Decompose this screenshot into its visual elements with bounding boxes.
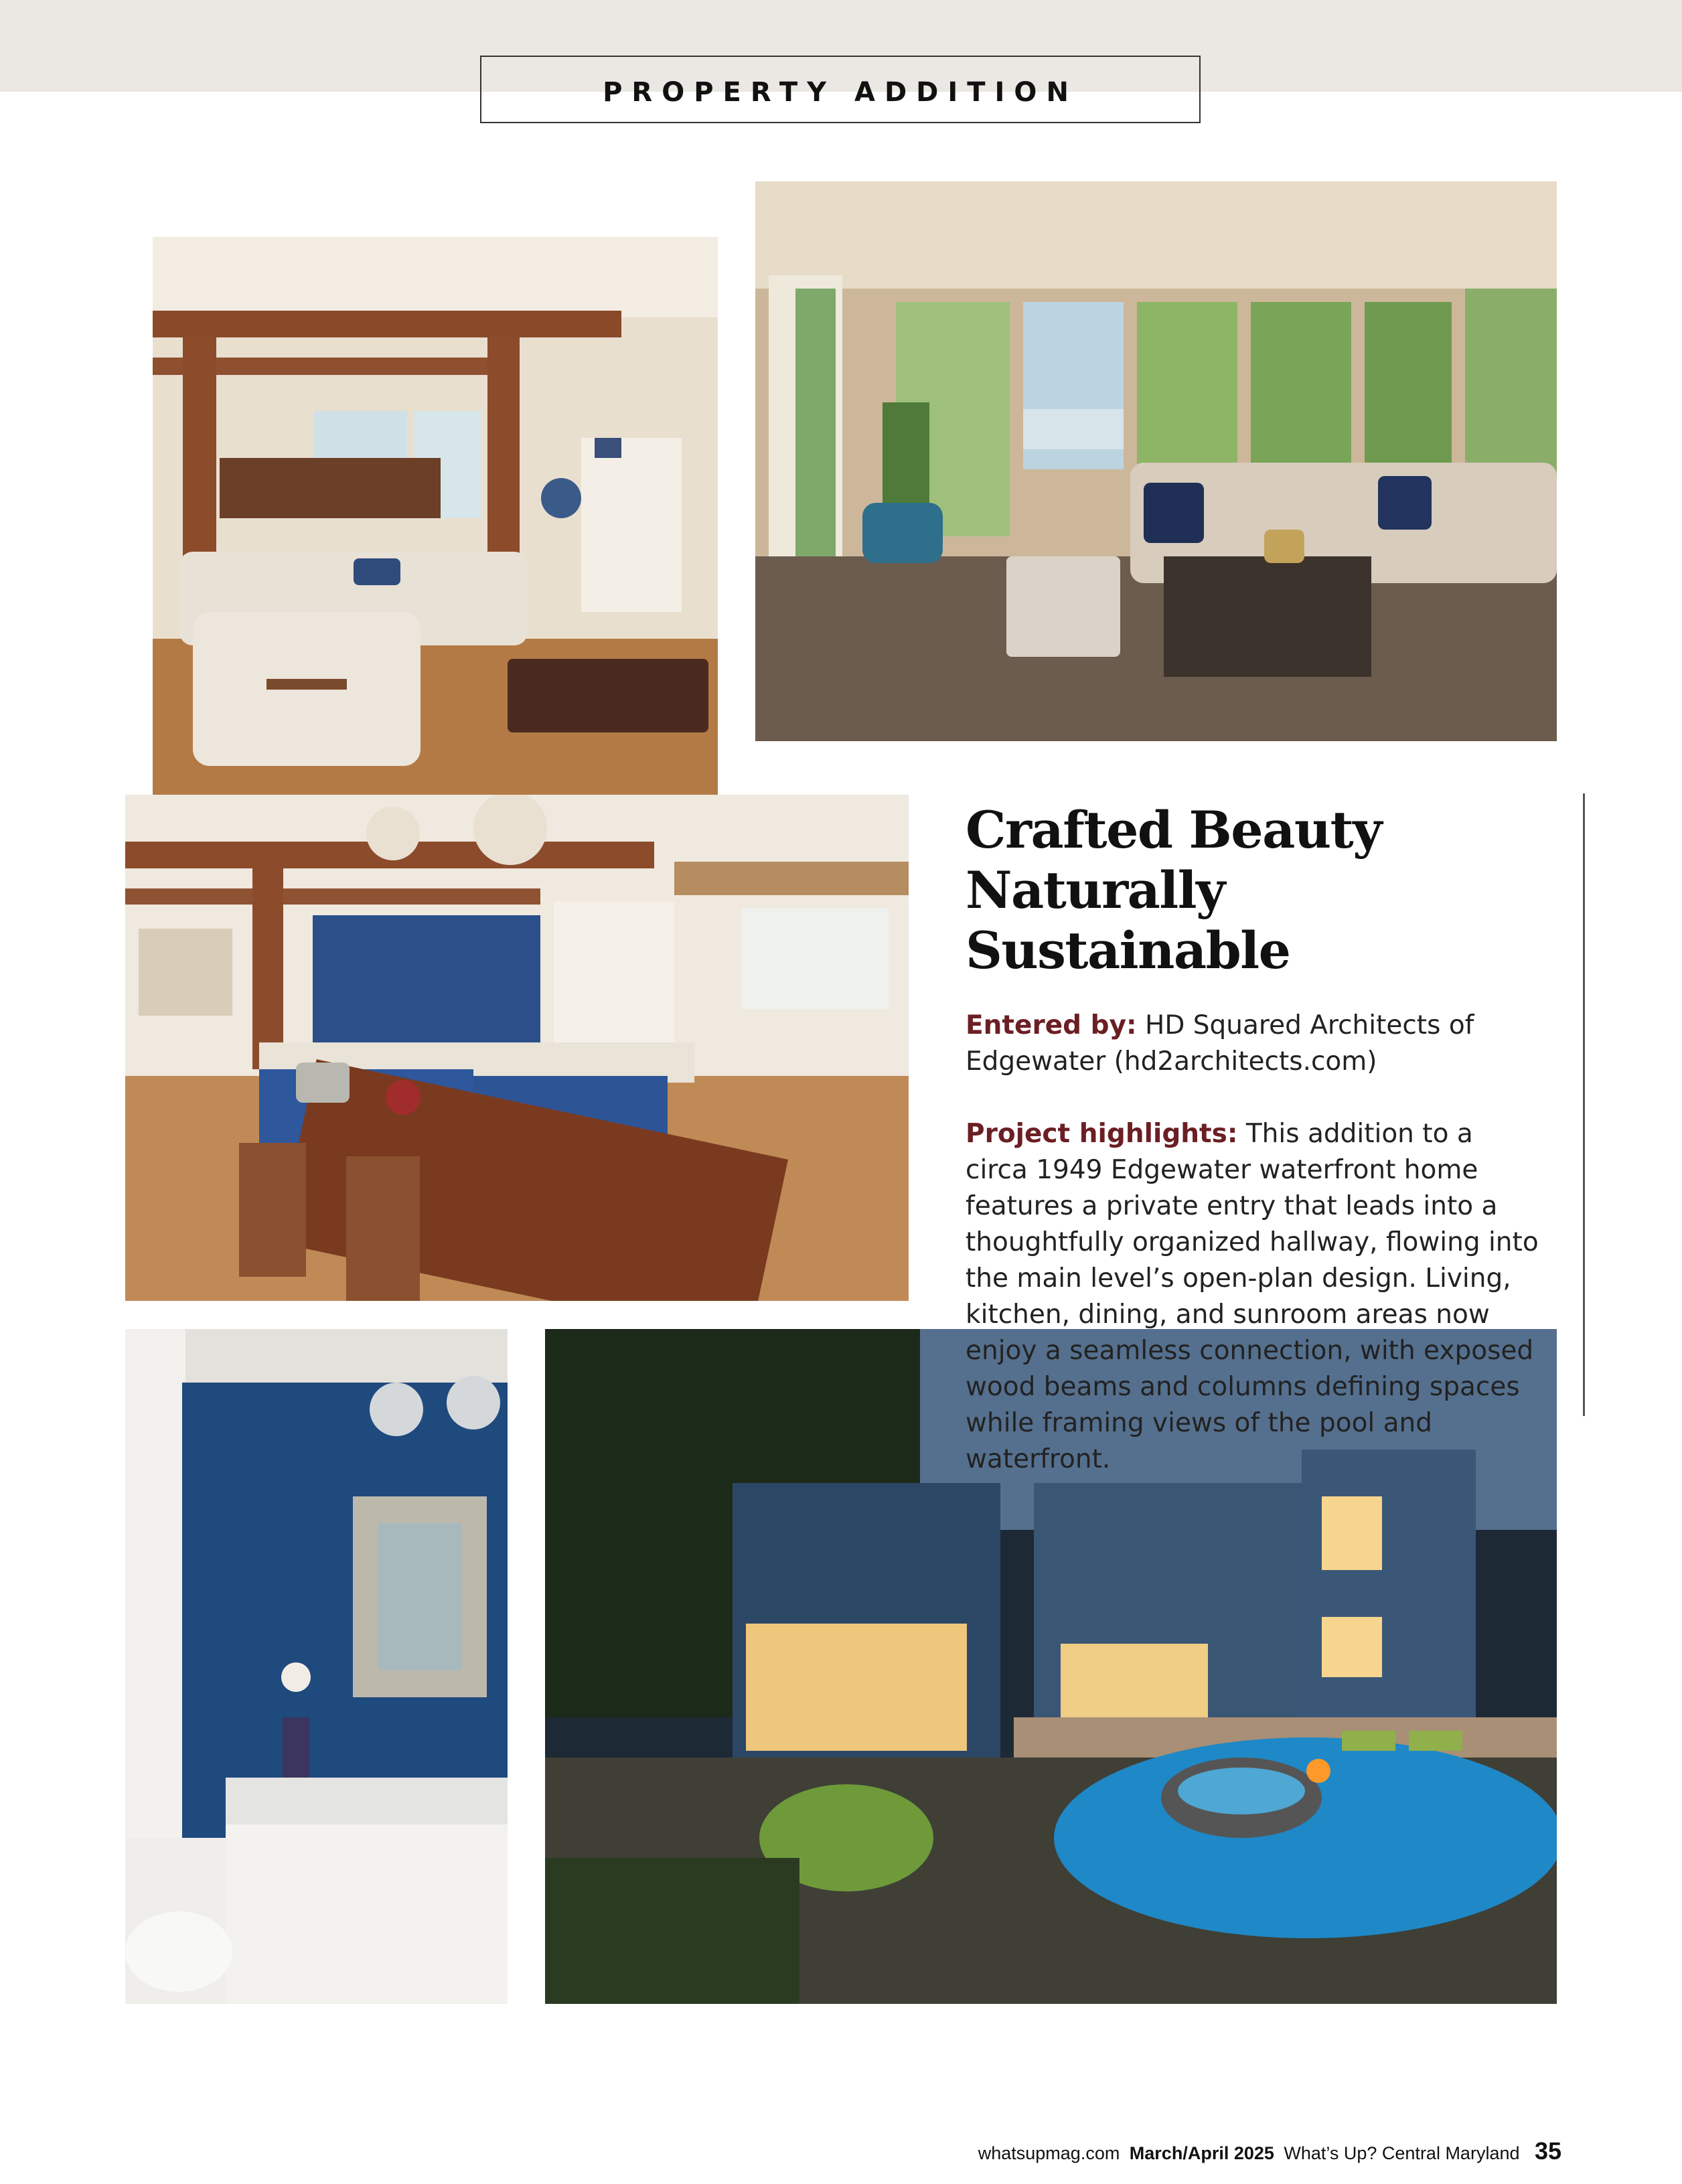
- section-label-box: [480, 56, 1201, 123]
- vertical-rule: [1583, 793, 1585, 1416]
- entered-by-label: Entered by:: [966, 1010, 1137, 1040]
- photo-sunroom: [755, 181, 1557, 741]
- section-label: PROPERTY ADDITION: [603, 77, 1078, 108]
- photo-living-room: [153, 237, 718, 828]
- highlights-paragraph: [966, 1116, 1541, 1478]
- highlights-label: Project highlights:: [966, 1119, 1238, 1149]
- entered-by-text: HD Squared Architects of Edgewater (hd2architects.com): [966, 1010, 1474, 1077]
- page-footer: [978, 2137, 1561, 2165]
- article-title: [966, 800, 1541, 981]
- highlights-text: This addition to a circa 1949 Edgewater waterfront home features a private entry that leads into a thoughtfully organized hallway, flowing into the main level’s open-plan design. Living, kitchen, dining, and sunroom areas now enjoy a seamless connection, with exposed wood beams and columns defining spaces while framing views of the pool and waterfront.: [966, 1119, 1539, 1474]
- article: [966, 800, 1541, 1478]
- photo-kitchen-dining: [125, 795, 909, 1301]
- footer-publication: What’s Up? Central Maryland: [1284, 2143, 1520, 2163]
- title-line-1: Crafted Beauty: [966, 800, 1381, 860]
- entered-by-paragraph: [966, 1008, 1541, 1080]
- page-number: 35: [1534, 2137, 1561, 2165]
- photo-bathroom: [125, 1329, 508, 2004]
- footer-issue: March/April 2025: [1129, 2143, 1274, 2163]
- title-line-2: Naturally Sustainable: [966, 860, 1290, 980]
- footer-site: whatsupmag.com: [978, 2143, 1120, 2163]
